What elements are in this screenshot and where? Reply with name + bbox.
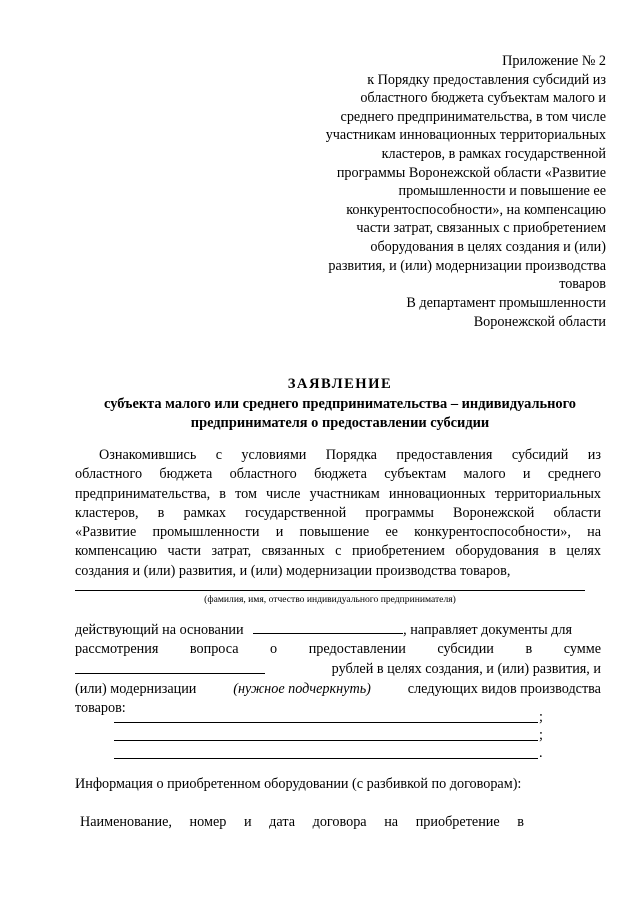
equipment-info-heading: Информация о приобретенном оборудовании (с разбивкой по договорам): (75, 776, 522, 792)
body-line-1 (75, 620, 601, 640)
appendix-line: кластеров, в рамках государственной (381, 145, 606, 162)
title-subtitle-line: субъекта малого или среднего предпринимательства – индивидуального (104, 396, 576, 412)
intro-line: компенсацию части затрат, связанных с приобретением оборудования в целях (75, 543, 601, 560)
goods-punct: ; (539, 709, 543, 725)
fio-caption: (фамилия, имя, отчество индивидуального предпринимателя) (204, 594, 456, 605)
appendix-line: среднего предпринимательства, в том числе (340, 108, 606, 125)
intro-paragraph (75, 446, 601, 581)
body-paragraph (75, 620, 601, 718)
modernization-label: (или) модернизации (75, 680, 197, 697)
addressee (330, 294, 606, 331)
appendix-line: товаров (559, 276, 606, 293)
appendix-reference (300, 52, 606, 294)
goods-punct: ; (539, 727, 543, 743)
body-line-4 (75, 680, 601, 699)
goods-punct: . (539, 745, 543, 761)
appendix-line: конкурентоспособности», на компенсацию (346, 201, 606, 218)
title-heading: ЗАЯВЛЕНИЕ (287, 376, 393, 392)
contract-table-header: Наименование, номер и дата договора на приобретение в (80, 814, 524, 830)
appendix-line: Приложение № 2 (502, 53, 606, 69)
appendix-line: части затрат, связанных с приобретением (356, 220, 606, 237)
appendix-line: областного бюджета субъектам малого и (360, 90, 606, 107)
appendix-line: развития, и (или) модернизации производства (328, 257, 606, 274)
goods-types-label: следующих видов производства (407, 680, 601, 697)
goods-input-line-1[interactable] (114, 722, 538, 723)
intro-line: предпринимательства, в том числе участникам инновационных территориальных (75, 485, 601, 502)
amount-input-line[interactable] (75, 660, 265, 674)
intro-line: «Развитие промышленности и повышение ее конкурентоспособности», на (75, 524, 601, 541)
intro-line: кластеров, в рамках государственной программы Воронежской области (75, 504, 601, 521)
addressee-line: Воронежской области (473, 313, 606, 330)
intro-line: областного бюджета областного бюджета субъектам малого и среднего (75, 466, 601, 483)
body-line-2: рассмотрения вопроса о предоставлении субсидии в сумме (75, 641, 601, 658)
body-line-3 (75, 660, 601, 680)
intro-line: создания и (или) развития, и (или) модернизации производства товаров, (75, 562, 511, 579)
choose-hint: (нужное подчеркнуть) (233, 680, 371, 697)
title-subtitle-line: предпринимателя о предоставлении субсидии (190, 415, 490, 431)
intro-line: Ознакомившись с условиями Порядка предоставления субсидий из (99, 447, 601, 463)
goods-input-line-2[interactable] (114, 740, 538, 741)
amount-suffix: рублей в целях создания, и (или) развития, и (331, 660, 601, 677)
appendix-line: оборудования в целях создания и (или) (370, 238, 606, 255)
document-title (60, 375, 620, 433)
body-line-5: товаров: (75, 700, 126, 717)
appendix-line: к Порядку предоставления субсидий из (367, 71, 606, 88)
goods-input-line-3[interactable] (114, 758, 538, 759)
appendix-line: промышленности и повышение ее (398, 183, 606, 200)
addressee-line: В департамент промышленности (406, 295, 606, 311)
appendix-line: программы Воронежской области «Развитие (336, 164, 606, 181)
appendix-line: участникам инновационных территориальных (325, 127, 606, 144)
basis-suffix: , направляет документы для (403, 622, 572, 638)
fio-input-line[interactable] (75, 590, 585, 591)
basis-input-line[interactable] (253, 620, 403, 634)
basis-label: действующий на основании (75, 622, 244, 638)
